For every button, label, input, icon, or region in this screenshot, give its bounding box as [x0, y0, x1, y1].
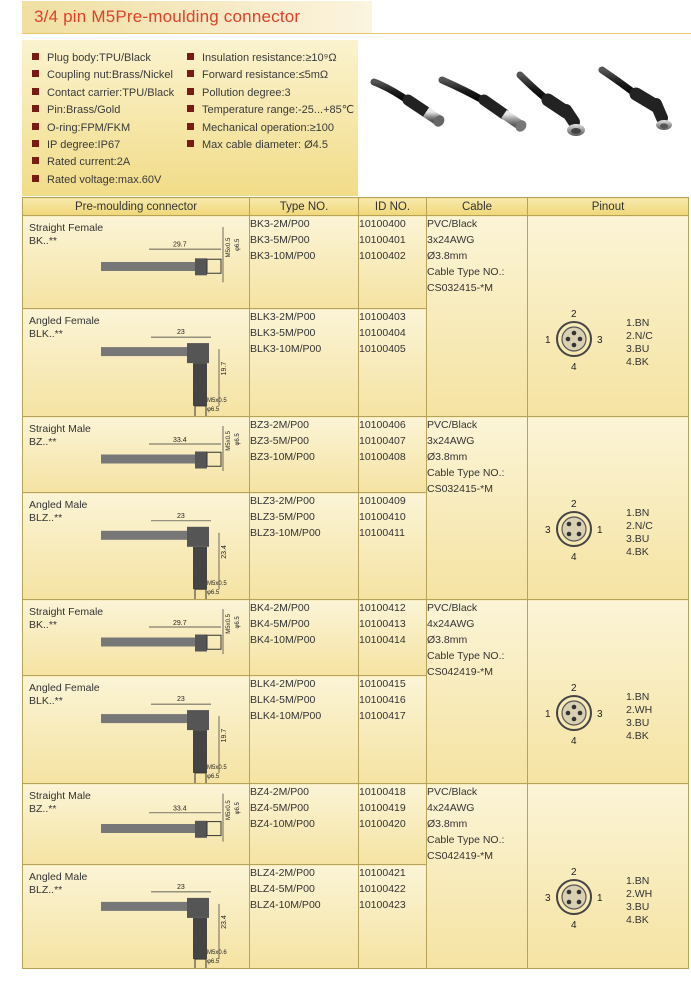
- pin-contact: [577, 532, 582, 537]
- angled-connector-drawing: [23, 493, 250, 599]
- type-number: BZ3-10M/P00: [250, 451, 315, 463]
- type-number-cell: [250, 216, 359, 309]
- pin-number-right: 1: [597, 893, 603, 904]
- connector-face-inner: [562, 885, 586, 909]
- cable-shape: [101, 902, 193, 911]
- id-number: 10100403: [359, 311, 406, 323]
- cable-shape: [101, 262, 201, 271]
- cable-shape: [101, 347, 193, 356]
- specs-right-column: [187, 50, 354, 154]
- spec-item: Plug body:TPU/Black: [32, 50, 174, 67]
- type-number: BLK4-5M/P00: [250, 694, 316, 706]
- bullet-icon: [187, 123, 194, 130]
- cable-spec: CS032415-*M: [427, 282, 493, 294]
- spec-item: Contact carrier:TPU/Black: [32, 85, 174, 102]
- cable-spec: 4x24AWG: [427, 618, 475, 630]
- connector-face-inner: [562, 327, 586, 351]
- id-number-cell: [359, 676, 427, 784]
- cable-spec: PVC/Black: [427, 419, 478, 431]
- connector-name: Angled Male: [29, 871, 88, 883]
- id-number: 10100422: [359, 883, 406, 895]
- spec-item: O-ring:FPM/FKM: [32, 120, 174, 137]
- spec-item: Rated current:2A: [32, 154, 174, 171]
- id-number: 10100407: [359, 435, 406, 447]
- spec-item: Max cable diameter: Ø4.5: [187, 137, 354, 154]
- thread-dimension: M5x0.5: [207, 765, 227, 771]
- pin-contact: [566, 337, 571, 342]
- cable-spec: Ø3.8mm: [427, 818, 468, 830]
- id-number: 10100411: [359, 527, 405, 539]
- length-dimension: 29.7: [173, 619, 187, 627]
- height-dimension: 19.7: [221, 361, 228, 376]
- id-number: 10100405: [359, 343, 406, 355]
- id-number: 10100414: [359, 634, 406, 646]
- diameter-dimension: φ6.5: [207, 407, 220, 413]
- coupling-nut-shape: [195, 406, 206, 416]
- connector-straight-female-photo: [374, 82, 447, 129]
- type-number: BK4-5M/P00: [250, 618, 310, 630]
- id-number-cell: [359, 216, 427, 309]
- pin-color: 4.BK: [626, 914, 649, 926]
- bullet-icon: [32, 175, 39, 182]
- connector-code: BZ..**: [29, 436, 57, 448]
- cable-shape: [101, 824, 201, 833]
- pin-number-bottom: 4: [571, 920, 577, 931]
- pin-contact: [578, 711, 583, 716]
- cable-spec: 3x24AWG: [427, 435, 475, 447]
- coupling-nut-shape: [195, 773, 206, 783]
- spec-item: Rated voltage:max.60V: [32, 172, 174, 189]
- pinout-cell: [528, 600, 689, 784]
- coupling-nut-shape: [207, 259, 221, 273]
- table-row: [23, 600, 689, 676]
- thread-dimension: M5x0.5: [226, 800, 232, 820]
- pinout-diagram: [528, 216, 688, 436]
- pin-contact: [577, 890, 582, 895]
- thread-dimension: M5x0.5: [207, 398, 227, 404]
- bullet-icon: [187, 105, 194, 112]
- column-header: Pre-moulding connector: [23, 198, 250, 216]
- id-number: 10100418: [359, 786, 406, 798]
- type-number: BK4-10M/P00: [250, 634, 316, 646]
- spec-item: Temperature range:-25...+85℃: [187, 102, 354, 119]
- cable-spec-cell: [427, 784, 528, 969]
- coupling-nut-shape: [195, 959, 206, 968]
- connector-code: BZ..**: [29, 803, 57, 815]
- cable-spec: Cable Type NO.:: [427, 467, 505, 479]
- type-number: BLK3-2M/P00: [250, 311, 316, 323]
- connector-body-shape: [195, 452, 207, 469]
- id-number-cell: [359, 865, 427, 969]
- id-number: 10100412: [359, 602, 406, 614]
- bullet-icon: [187, 140, 194, 147]
- type-number-cell: [250, 493, 359, 600]
- coupling-nut-shape: [207, 822, 221, 836]
- connector-body-shape: [195, 635, 207, 652]
- pin-color: 4.BK: [626, 356, 649, 368]
- type-number: BLK3-10M/P00: [250, 343, 322, 355]
- pin-color-list: [626, 507, 653, 559]
- pin-contact: [578, 337, 583, 342]
- pin-color: 3.BU: [626, 533, 650, 545]
- id-number: 10100400: [359, 218, 406, 230]
- cable-shape: [101, 714, 193, 723]
- specs-left-column: [32, 50, 174, 189]
- id-number: 10100406: [359, 419, 406, 431]
- coupling-nut-shape: [207, 452, 221, 466]
- connector-drawing-cell: [23, 493, 250, 600]
- height-dimension: 19.7: [221, 728, 228, 743]
- product-photo: [370, 60, 680, 170]
- connector-table: [22, 197, 689, 969]
- column-header: ID NO.: [359, 198, 427, 216]
- bullet-icon: [32, 70, 39, 77]
- id-number: 10100401: [359, 234, 406, 246]
- length-dimension: 23: [177, 512, 185, 520]
- pin-color: 2.N/C: [626, 330, 653, 342]
- angled-connector-drawing: [23, 676, 250, 783]
- type-number: BK3-10M/P00: [250, 250, 316, 262]
- spec-item: Insulation resistance:≥10⁹Ω: [187, 50, 354, 67]
- length-dimension: 33.4: [173, 436, 187, 444]
- pin-color: 3.BU: [626, 343, 650, 355]
- pin-color-list: [626, 317, 653, 369]
- pin-contact: [567, 532, 572, 537]
- angled-body-shape: [193, 547, 207, 589]
- cable-spec: Cable Type NO.:: [427, 650, 505, 662]
- type-number: BZ4-5M/P00: [250, 802, 309, 814]
- angled-connector-drawing: [23, 865, 250, 968]
- angled-body-shape: [193, 918, 207, 959]
- pin-color: 4.BK: [626, 730, 649, 742]
- pin-number-top: 2: [571, 499, 577, 510]
- table-header-row: [23, 198, 689, 216]
- type-number-cell: [250, 417, 359, 493]
- id-number: 10100421: [359, 867, 406, 879]
- type-number: BK3-5M/P00: [250, 234, 310, 246]
- type-number: BZ4-2M/P00: [250, 786, 309, 798]
- column-header: Type NO.: [250, 198, 359, 216]
- connector-drawing-cell: [23, 309, 250, 417]
- type-number: BK4-2M/P00: [250, 602, 310, 614]
- pin-color: 2.WH: [626, 888, 653, 900]
- type-number: BLK4-2M/P00: [250, 678, 316, 690]
- cable-spec: PVC/Black: [427, 602, 478, 614]
- diameter-dimension: φ6.5: [207, 959, 220, 965]
- pin-color: 1.BN: [626, 691, 650, 703]
- pin-contact: [577, 900, 582, 905]
- connector-code: BK..**: [29, 235, 58, 247]
- type-number: BLK4-10M/P00: [250, 710, 322, 722]
- pin-number-right: 3: [597, 335, 603, 346]
- angled-connector-drawing: [23, 309, 250, 416]
- connector-name: Straight Female: [29, 222, 104, 234]
- pin-color-list: [626, 691, 652, 743]
- pin-color: 1.BN: [626, 875, 650, 887]
- connector-drawing-cell: [23, 600, 250, 676]
- thread-dimension: M5x0.5: [226, 614, 232, 634]
- pin-number-bottom: 4: [571, 736, 577, 747]
- pin-number-top: 2: [571, 867, 577, 878]
- connector-body-shape: [187, 710, 209, 730]
- column-header: Pinout: [528, 198, 689, 216]
- pinout-cell: [528, 216, 689, 417]
- id-number: 10100419: [359, 802, 406, 814]
- diameter-dimension: φ6.5: [207, 590, 220, 596]
- length-dimension: 23: [177, 329, 185, 337]
- connector-drawing-cell: [23, 216, 250, 309]
- specifications-panel: [22, 40, 358, 196]
- connector-drawing-cell: [23, 417, 250, 493]
- pin-color: 2.WH: [626, 704, 653, 716]
- title-divider: [22, 33, 691, 34]
- connector-code: BLZ..**: [29, 512, 63, 524]
- cable-spec: Cable Type NO.:: [427, 834, 505, 846]
- pin-contact: [572, 717, 577, 722]
- id-number: 10100404: [359, 327, 406, 339]
- cable-shape: [101, 531, 193, 540]
- angled-body-shape: [193, 363, 207, 406]
- cable-spec: Ø3.8mm: [427, 451, 468, 463]
- pin-contact: [577, 522, 582, 527]
- table-row: [23, 417, 689, 493]
- connector-name: Angled Female: [29, 682, 100, 694]
- id-number-cell: [359, 493, 427, 600]
- length-dimension: 23: [177, 696, 185, 704]
- bullet-icon: [32, 53, 39, 60]
- type-number: BLZ4-5M/P00: [250, 883, 315, 895]
- connector-angled-male-photo: [602, 70, 672, 130]
- pin-contact: [572, 331, 577, 336]
- connector-name: Straight Female: [29, 606, 104, 618]
- diameter-dimension: φ6.5: [235, 802, 241, 815]
- cable-spec: 4x24AWG: [427, 802, 475, 814]
- id-number: 10100420: [359, 818, 406, 830]
- type-number: BLZ4-10M/P00: [250, 899, 321, 911]
- type-number: BZ3-5M/P00: [250, 435, 309, 447]
- id-number-cell: [359, 309, 427, 417]
- length-dimension: 33.4: [173, 805, 187, 813]
- pin-number-left: 3: [545, 893, 551, 904]
- pin-number-top: 2: [571, 683, 577, 694]
- id-number: 10100409: [359, 495, 406, 507]
- pin-contact: [572, 343, 577, 348]
- type-number-cell: [250, 865, 359, 969]
- connector-name: Straight Male: [29, 423, 91, 435]
- pinout-cell: [528, 417, 689, 600]
- pin-color-list: [626, 875, 652, 927]
- angled-body-shape: [193, 730, 207, 773]
- straight-connector-drawing: [23, 216, 250, 308]
- pin-contact: [567, 900, 572, 905]
- pinout-diagram: [528, 784, 688, 1004]
- id-number: 10100408: [359, 451, 406, 463]
- connector-drawing-cell: [23, 676, 250, 784]
- spec-item: Forward resistance:≤5mΩ: [187, 67, 354, 84]
- id-number-cell: [359, 784, 427, 865]
- cable-spec: Ø3.8mm: [427, 634, 468, 646]
- pin-color: 3.BU: [626, 717, 650, 729]
- connector-code: BLZ..**: [29, 884, 63, 896]
- id-number: 10100410: [359, 511, 406, 523]
- connector-body-shape: [195, 258, 207, 275]
- cable-spec: PVC/Black: [427, 786, 478, 798]
- diameter-dimension: φ6.5: [235, 616, 241, 629]
- diameter-dimension: φ6.5: [235, 238, 241, 251]
- pin-color: 1.BN: [626, 507, 650, 519]
- connector-face-inner: [562, 517, 586, 541]
- connector-name: Straight Male: [29, 790, 91, 802]
- connector-name: Angled Female: [29, 315, 100, 327]
- connector-drawing-cell: [23, 865, 250, 969]
- cable-spec: 3x24AWG: [427, 234, 475, 246]
- thread-dimension: M5x0.5: [226, 237, 232, 258]
- type-number: BZ4-10M/P00: [250, 818, 315, 830]
- id-number-cell: [359, 600, 427, 676]
- pin-contact: [567, 522, 572, 527]
- type-number-cell: [250, 676, 359, 784]
- bullet-icon: [32, 123, 39, 130]
- id-number: 10100402: [359, 250, 406, 262]
- spec-item: IP degree:IP67: [32, 137, 174, 154]
- pin-color: 3.BU: [626, 901, 650, 913]
- pin-number-bottom: 4: [571, 552, 577, 563]
- bullet-icon: [187, 88, 194, 95]
- bullet-icon: [32, 105, 39, 112]
- connector-angled-female-photo: [520, 75, 585, 136]
- cable-spec: Cable Type NO.:: [427, 266, 505, 278]
- cable-spec: CS032415-*M: [427, 483, 493, 495]
- straight-connector-drawing: [23, 600, 250, 675]
- column-header: Cable: [427, 198, 528, 216]
- spec-item: Mechanical operation:≥100: [187, 120, 354, 137]
- spec-item: Pollution degree:3: [187, 85, 354, 102]
- pin-color: 4.BK: [626, 546, 649, 558]
- length-dimension: 29.7: [173, 241, 187, 249]
- connector-body-shape: [187, 343, 209, 363]
- length-dimension: 23: [177, 883, 185, 891]
- pin-number-bottom: 4: [571, 362, 577, 373]
- height-dimension: 23.4: [221, 915, 228, 929]
- pin-contact: [572, 705, 577, 710]
- id-number: 10100415: [359, 678, 406, 690]
- cable-spec: PVC/Black: [427, 218, 478, 230]
- cable-spec-cell: [427, 417, 528, 600]
- thread-dimension: M5x0.5: [226, 431, 232, 451]
- cable-spec: CS042419-*M: [427, 850, 493, 862]
- type-number: BLZ4-2M/P00: [250, 867, 315, 879]
- type-number: BZ3-2M/P00: [250, 419, 309, 431]
- connector-body-shape: [187, 527, 209, 547]
- connector-face-inner: [562, 701, 586, 725]
- pin-contact: [566, 711, 571, 716]
- diameter-dimension: φ6.5: [235, 433, 241, 446]
- straight-connector-drawing: [23, 417, 250, 492]
- id-number: 10100416: [359, 694, 406, 706]
- thread-dimension: M5x0.5: [207, 581, 227, 587]
- coupling-nut-shape: [195, 589, 206, 599]
- connector-name: Angled Male: [29, 499, 88, 511]
- pin-number-left: 3: [545, 525, 551, 536]
- type-number: BK3-2M/P00: [250, 218, 310, 230]
- connector-code: BLK..**: [29, 328, 63, 340]
- straight-connector-drawing: [23, 784, 250, 864]
- id-number: 10100413: [359, 618, 406, 630]
- coupling-nut-shape: [207, 635, 221, 649]
- bullet-icon: [32, 157, 39, 164]
- pin-contact: [567, 890, 572, 895]
- pin-color: 2.N/C: [626, 520, 653, 532]
- type-number-cell: [250, 600, 359, 676]
- height-dimension: 23.4: [221, 545, 228, 559]
- thread-dimension: M5x0.6: [207, 950, 227, 956]
- cable-spec: Ø3.8mm: [427, 250, 468, 262]
- cable-shape: [101, 638, 201, 647]
- type-number: BLZ3-10M/P00: [250, 527, 321, 539]
- connector-body-shape: [187, 898, 209, 918]
- pin-number-left: 1: [545, 335, 551, 346]
- type-number: BLZ3-5M/P00: [250, 511, 315, 523]
- type-number-cell: [250, 784, 359, 865]
- cable-shape: [101, 455, 201, 464]
- spec-item: Pin:Brass/Gold: [32, 102, 174, 119]
- pin-number-right: 3: [597, 709, 603, 720]
- type-number: BLZ3-2M/P00: [250, 495, 315, 507]
- id-number-cell: [359, 417, 427, 493]
- bullet-icon: [187, 53, 194, 60]
- pin-number-left: 1: [545, 709, 551, 720]
- table-row: [23, 784, 689, 865]
- diameter-dimension: φ6.5: [207, 774, 220, 780]
- pinout-cell: [528, 784, 689, 969]
- connector-drawing-cell: [23, 784, 250, 865]
- bullet-icon: [32, 88, 39, 95]
- connector-straight-male-photo: [442, 80, 529, 134]
- spec-item: Coupling nut:Brass/Nickel: [32, 67, 174, 84]
- connector-code: BLK..**: [29, 695, 63, 707]
- connector-code: BK..**: [29, 619, 58, 631]
- type-number-cell: [250, 309, 359, 417]
- cable-spec-cell: [427, 216, 528, 417]
- table-row: [23, 216, 689, 309]
- id-number: 10100423: [359, 899, 406, 911]
- title-band: [22, 1, 372, 33]
- page-title: 3/4 pin M5Pre-moulding connector: [34, 7, 301, 26]
- type-number: BLK3-5M/P00: [250, 327, 316, 339]
- bullet-icon: [32, 140, 39, 147]
- cable-spec-cell: [427, 600, 528, 784]
- pin-number-right: 1: [597, 525, 603, 536]
- pin-color: 1.BN: [626, 317, 650, 329]
- id-number: 10100417: [359, 710, 406, 722]
- connector-body-shape: [195, 821, 207, 838]
- pin-number-top: 2: [571, 309, 577, 320]
- bullet-icon: [187, 70, 194, 77]
- cable-spec: CS042419-*M: [427, 666, 493, 678]
